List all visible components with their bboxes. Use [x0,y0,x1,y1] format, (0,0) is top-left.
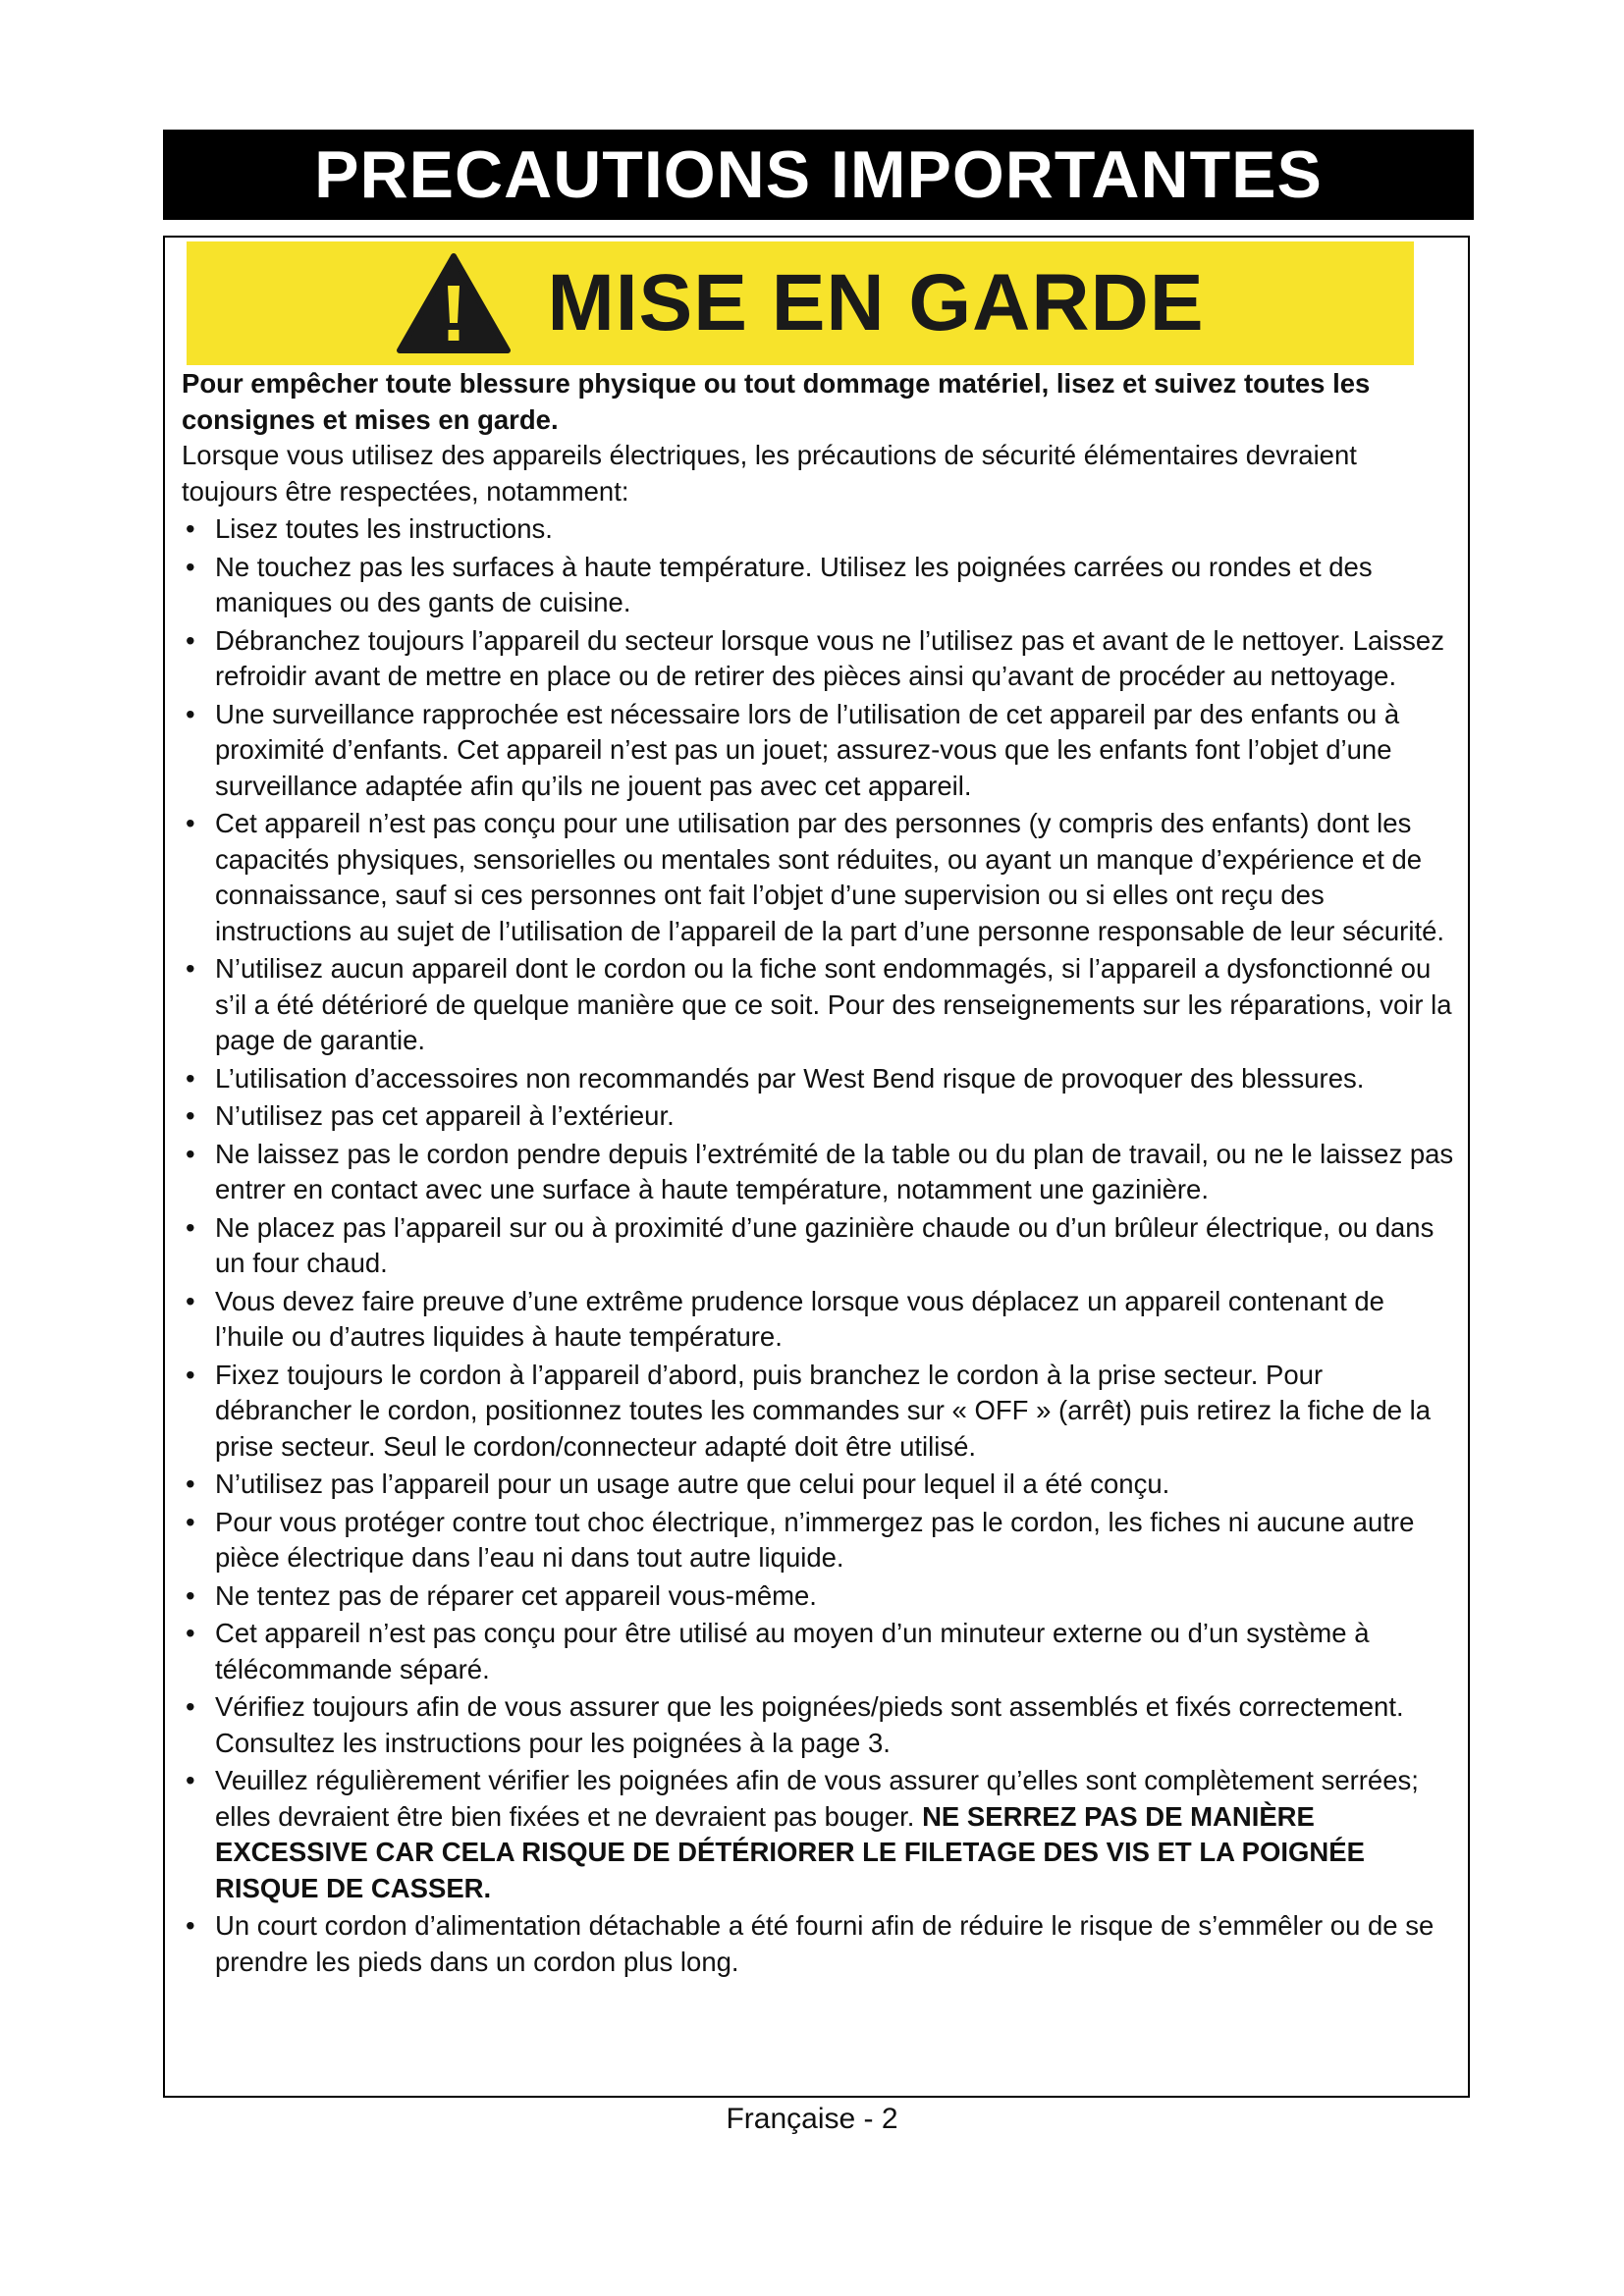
list-item: • L’utilisation d’accessoires non recommandés par West Bend risque de provoquer des blessures. [182,1061,1458,1097]
list-item: • Cet appareil n’est pas conçu pour être utilisé au moyen d’un minuteur externe ou d’un système à télécommande séparé. [182,1616,1458,1687]
list-item: • Ne laissez pas le cordon pendre depuis l’extrémité de la table ou du plan de travail, ou ne le laissez pas entrer en contact avec une surface à haute température, notamment une gazinière. [182,1137,1458,1208]
list-item: • Débranchez toujours l’appareil du secteur lorsque vous ne l’utilisez pas et avant de le nettoyer. Laissez refroidir avant de mettre en place ou de retirer des pièces ainsi qu’avant de procéder au nettoyage. [182,623,1458,695]
list-item: • Un court cordon d’alimentation détachable a été fourni afin de réduire le risque de s’emmêler ou de se prendre les pieds dans un cordon plus long. [182,1908,1458,1980]
list-item: • Ne placez pas l’appareil sur ou à proximité d’une gazinière chaude ou d’un brûleur électrique, ou dans un four chaud. [182,1210,1458,1282]
page-footer: Française - 2 [726,2103,898,2135]
list-item: • N’utilisez aucun appareil dont le cordon ou la fiche sont endommagés, si l’appareil a dysfonctionné ou s’il a été détérioré de quelque manière que ce soit. Pour des renseignements sur les réparations, voir la page de garantie. [182,951,1458,1059]
list-item: • Une surveillance rapprochée est nécessaire lors de l’utilisation de cet appareil par des enfants ou à proximité d’enfants. Cet appareil n’est pas un jouet; assurez-vous que les enfants font l’objet d’une surveillance adaptée afin qu’ils ne jouent pas avec cet appareil. [182,697,1458,805]
banner-text: MISE EN GARDE [547,258,1205,347]
list-item: • N’utilisez pas l’appareil pour un usage autre que celui pour lequel il a été conçu. [182,1467,1458,1503]
list-item: • Pour vous protéger contre tout choc électrique, n’immergez pas le cordon, les fiches ni aucune autre pièce électrique dans l’eau ni dans tout autre liquide. [182,1505,1458,1576]
intro-bold: Pour empêcher toute blessure physique ou tout dommage matériel, lisez et suivez toutes les consignes et mises en garde. [182,368,1371,435]
list-item: • Vous devez faire preuve d’une extrême prudence lorsque vous déplacez un appareil contenant de l’huile ou d’autres liquides à haute température. [182,1284,1458,1356]
page-title: PRECAUTIONS IMPORTANTES [314,137,1323,212]
list-item-handles [182,1763,1458,1906]
list-item: • Cet appareil n’est pas conçu pour une utilisation par des personnes (y compris des enfants) dont les capacités physiques, sensorielles ou mentales sont réduites, ou ayant un manque d’expérience et de connaissance, sauf si ces personnes ont fait l’objet d’une supervision ou si elles ont reçu des instructions au sujet de l’utilisation de l’appareil de la part d’une personne responsable de leur sécurité. [182,806,1458,949]
list-item: • Fixez toujours le cordon à l’appareil d’abord, puis branchez le cordon à la prise secteur. Pour débrancher le cordon, positionnez toutes les commandes sur « OFF » (arrêt) puis retirez la fiche de la prise secteur. Seul le cordon/connecteur adapté doit être utilisé. [182,1358,1458,1466]
list-item: • Ne tentez pas de réparer cet appareil vous-même. [182,1578,1458,1615]
warning-banner [187,241,1414,365]
safety-content [182,366,1458,1980]
title-bar [163,130,1474,220]
warning-triangle-icon [396,252,512,354]
list-item: • Vérifiez toujours afin de vous assurer que les poignées/pieds sont assemblés et fixés correctement. Consultez les instructions pour les poignées à la page 3. [182,1689,1458,1761]
list-item: • N’utilisez pas cet appareil à l’extérieur. [182,1098,1458,1135]
list-item: • Ne touchez pas les surfaces à haute température. Utilisez les poignées carrées ou rondes et des maniques ou des gants de cuisine. [182,550,1458,621]
handles-warning-bold: NE SERREZ PAS DE MANIÈRE EXCESSIVE CAR CELA RISQUE DE DÉTÉRIORER LE FILETAGE DES VIS ET LA POIGNÉE RISQUE DE CASSER. [215,1800,1365,1903]
intro-text: Lorsque vous utilisez des appareils électriques, les précautions de sécurité élémentaires devraient toujours être respectées, notamment: [182,440,1357,507]
handles-text: Veuillez régulièrement vérifier les poignées afin de vous assurer qu’elles sont complètement serrées; elles devraient être bien fixées et ne devraient pas bouger. [215,1765,1419,1832]
precautions-list [182,511,1458,1980]
list-item: • Lisez toutes les instructions. [182,511,1458,548]
